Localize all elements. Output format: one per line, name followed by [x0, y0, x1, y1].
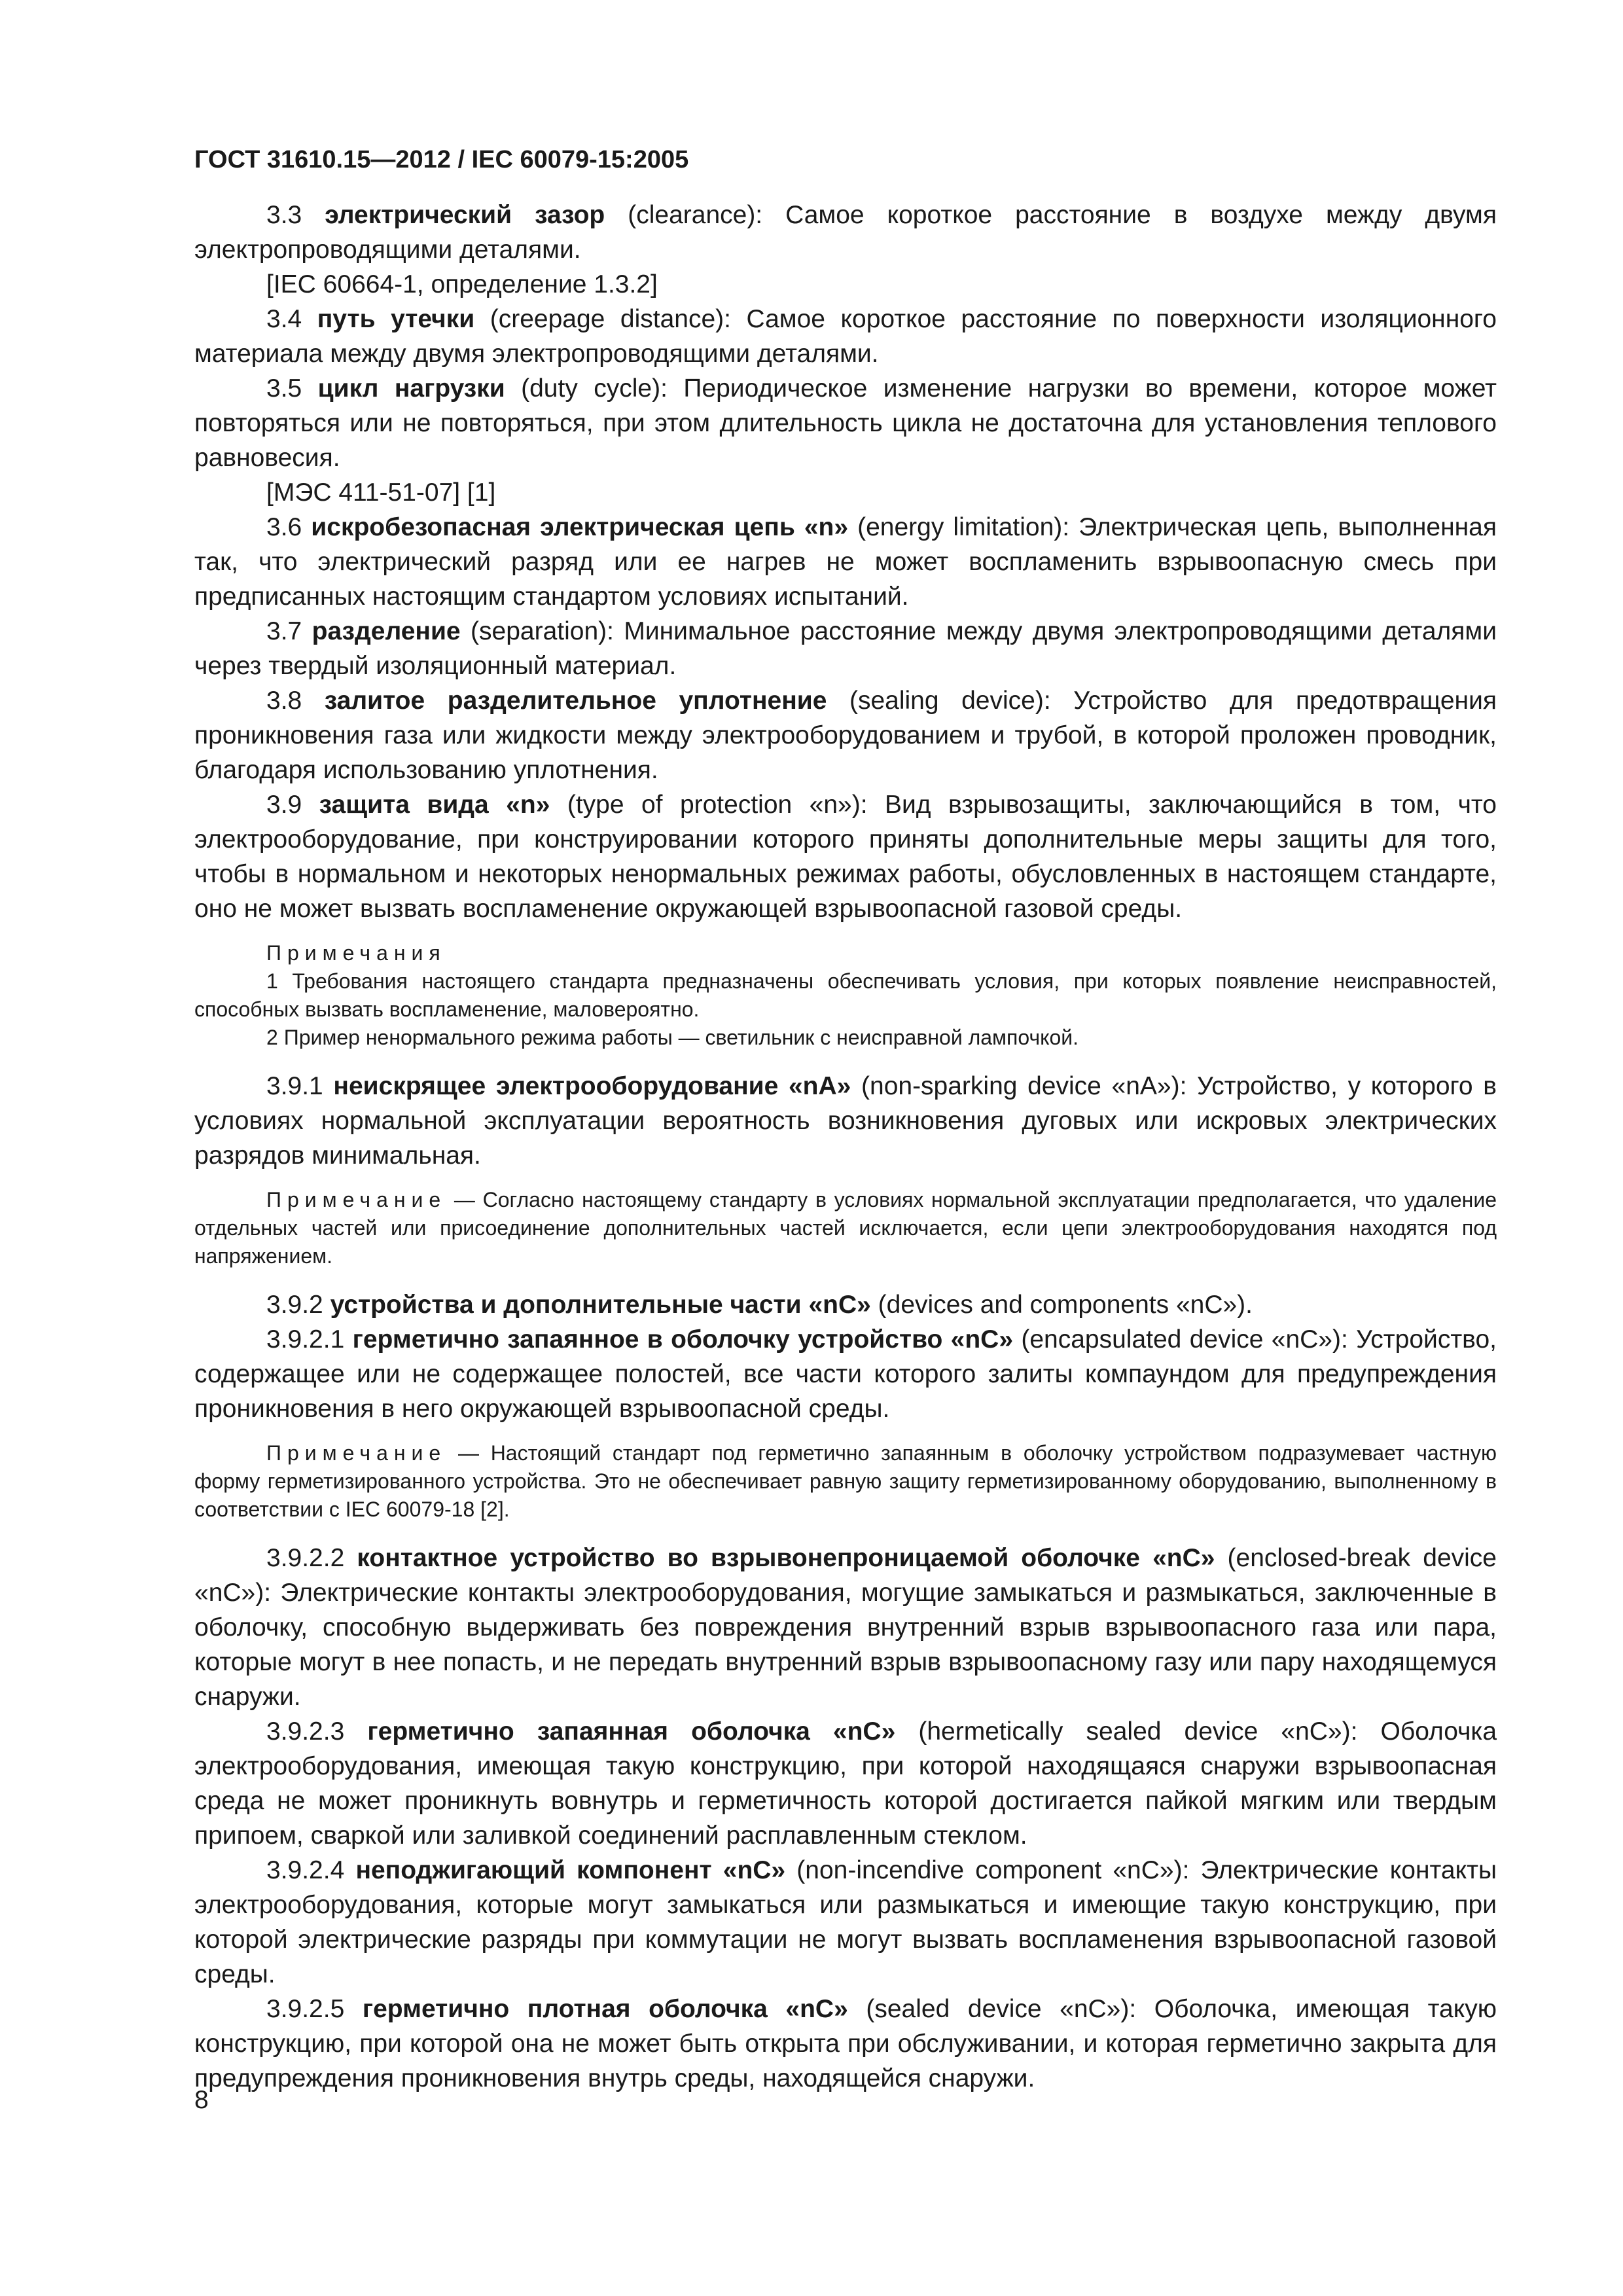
clause-term: неискрящее электрооборудование «nA» [333, 1072, 851, 1100]
clause-3-9-2 [194, 1287, 1497, 1322]
clause-text: (encapsulated device «nC»): Устройство, содержащее или не содержащее полостей, все части которого залиты компаундом для предупреждения проникновения в него окружающей взрывоопасной среды. [194, 1325, 1497, 1423]
clause-number: 3.9.2.2 [266, 1544, 345, 1572]
clause-term: неподжигающий компонент «nC» [355, 1856, 786, 1884]
clause-term: контактное устройство во взрывонепроницаемой оболочке «nC» [357, 1544, 1215, 1572]
clause-text: (non-sparking device «nA»): Устройство, у которого в условиях нормальной эксплуатации вероятность возникновения дуговых или искровых электрических разрядов минимальная. [194, 1072, 1497, 1170]
clause-text: (separation): Минимальное расстояние между двумя электропроводящими деталями через твердый изоляционный материал. [194, 617, 1497, 680]
clause-number: 3.5 [266, 374, 302, 403]
clause-3-9-1 [194, 1069, 1497, 1173]
note-item-2: 2 Пример ненормального режима работы — светильник с неисправной лампочкой. [266, 1026, 1079, 1049]
clause-number: 3.9.2.1 [266, 1325, 345, 1354]
page-number: 8 [194, 2086, 209, 2114]
notes-3-9 [194, 939, 1497, 1052]
clause-term: разделение [312, 617, 461, 645]
reference-3-3: [IEC 60664-1, определение 1.3.2] [266, 270, 658, 298]
clause-3-9 [194, 787, 1497, 926]
clause-3-9-2-3 [194, 1714, 1497, 1853]
clause-text: (clearance): Самое короткое расстояние в воздухе между двумя электропроводящими деталями. [194, 201, 1497, 264]
clause-number: 3.8 [266, 687, 302, 715]
clause-term: герметично плотная оболочка «nC» [362, 1995, 848, 2023]
clause-number: 3.7 [266, 617, 302, 645]
clause-text: (sealing device): Устройство для предотвращения проникновения газа или жидкости между электрооборудованием и трубой, в которой проложен проводник, благодаря использованию уплотнения. [194, 687, 1497, 784]
clause-text: (duty cycle): Периодическое изменение нагрузки во времени, которое может повторяться или не повторяться, при этом длительность цикла не достаточна для установления теплового равновесия. [194, 374, 1497, 472]
clause-3-9-2-4 [194, 1853, 1497, 1992]
clause-term: устройства и дополнительные части «nC» [330, 1291, 871, 1319]
clause-term: путь утечки [317, 305, 475, 333]
clause-number: 3.9.2.5 [266, 1995, 345, 2023]
clause-3-3 [194, 198, 1497, 267]
notes-heading: Примечания [266, 941, 446, 965]
clause-term: герметично запаянное в оболочку устройство «nC» [352, 1325, 1014, 1354]
clause-text: (non-incendive component «nC»): Электрические контакты электрооборудования, которые могут замыкаться или размыкаться и имеющие такую конструкцию, при которой электрические разряды при коммутации не могут вызвать воспламенения взрывоопасной газовой среды. [194, 1856, 1497, 1988]
clause-3-4 [194, 302, 1497, 371]
clause-text: (creepage distance): Самое короткое расстояние по поверхности изоляционного материала между двумя электропроводящими деталями. [194, 305, 1497, 368]
clause-3-9-2-2 [194, 1541, 1497, 1714]
clause-text: (enclosed-break device «nC»): Электрические контакты электрооборудования, могущие замыкаться и размыкаться, заключенные в оболочку, способную выдерживать без повреждения внутренний взрыв взрывоопасного газа или пара, которые могут в нее попасть, и не передать внутренний взрыв взрывоопасному газу или пару находящемуся снаружи. [194, 1544, 1497, 1711]
clause-number: 3.9.2.4 [266, 1856, 345, 1884]
clause-term: цикл нагрузки [317, 374, 505, 403]
clause-text: (energy limitation): Электрическая цепь, выполненная так, что электрический разряд или ее нагрев не может воспламенить взрывоопасную смесь при предписанных настоящим стандартом условиях испытаний. [194, 513, 1497, 611]
clause-3-9-2-1 [194, 1322, 1497, 1426]
note-3-9-1 [194, 1186, 1497, 1270]
document-page [194, 144, 1497, 2096]
clause-term: залитое разделительное уплотнение [324, 687, 827, 715]
clause-term: герметично запаянная оболочка «nC» [367, 1717, 896, 1746]
note-item-1: 1 Требования настоящего стандарта предназначены обеспечивать условия, при которых появление неисправностей, способных вызвать воспламенение, маловероятно. [194, 969, 1497, 1021]
clause-text: (sealed device «nC»): Оболочка, имеющая такую конструкцию, при которой она не может быть открыта при обслуживании, и которая герметично закрыта для предупреждения проникновения внутрь среды, находящейся снаружи. [194, 1995, 1497, 2092]
note-label: Примечание [266, 1441, 447, 1465]
clause-number: 3.9.1 [266, 1072, 323, 1100]
clause-3-8 [194, 683, 1497, 787]
clause-term: защита вида «n» [319, 791, 550, 819]
clause-text: (hermetically sealed device «nC»): Оболочка электрооборудования, имеющая такую конструкцию, при которой находящаяся снаружи взрывоопасная среда не может проникнуть вовнутрь и герметичность которой достигается пайкой мягким или твердым припоем, сваркой или заливкой соединений расплавленным стеклом. [194, 1717, 1497, 1850]
clause-3-7 [194, 614, 1497, 683]
clause-number: 3.9.2.3 [266, 1717, 345, 1746]
clause-number: 3.3 [266, 201, 302, 229]
note-3-9-2-1 [194, 1439, 1497, 1524]
note-text: — Настоящий стандарт под герметично запаянным в оболочку устройством подразумевает частную форму герметизированного устройства. Это не обеспечивает равную защиту герметизированному оборудованию, выполненному в соответствии с IEC 60079-18 [2]. [194, 1441, 1497, 1521]
clause-text: (devices and components «nC»). [870, 1291, 1253, 1319]
clause-number: 3.9 [266, 791, 302, 819]
clause-3-5 [194, 371, 1497, 475]
document-header: ГОСТ 31610.15—2012 / IEC 60079-15:2005 [194, 146, 689, 173]
clause-number: 3.6 [266, 513, 302, 541]
note-text: — Согласно настоящему стандарту в условиях нормальной эксплуатации предполагается, что удаление отдельных частей или присоединение дополнительных частей исключается, если цепи электрооборудования находятся под напряжением. [194, 1188, 1497, 1268]
clause-3-6 [194, 510, 1497, 614]
reference-3-5: [МЭС 411-51-07] [1] [266, 478, 496, 507]
clause-term: электрический зазор [325, 201, 605, 229]
clause-text: (type of protection «n»): Вид взрывозащиты, заключающийся в том, что электрооборудование, при конструировании которого приняты дополнительные меры защиты для того, чтобы в нормальном и некоторых ненормальных режимах работы, обусловленных в настоящем стандарте, оно не может вызвать воспламенение окружающей взрывоопасной газовой среды. [194, 791, 1497, 923]
clause-number: 3.9.2 [266, 1291, 323, 1319]
clause-number: 3.4 [266, 305, 302, 333]
clause-3-9-2-5 [194, 1992, 1497, 2096]
note-label: Примечание [266, 1188, 447, 1211]
clause-term: искробезопасная электрическая цепь «n» [311, 513, 849, 541]
